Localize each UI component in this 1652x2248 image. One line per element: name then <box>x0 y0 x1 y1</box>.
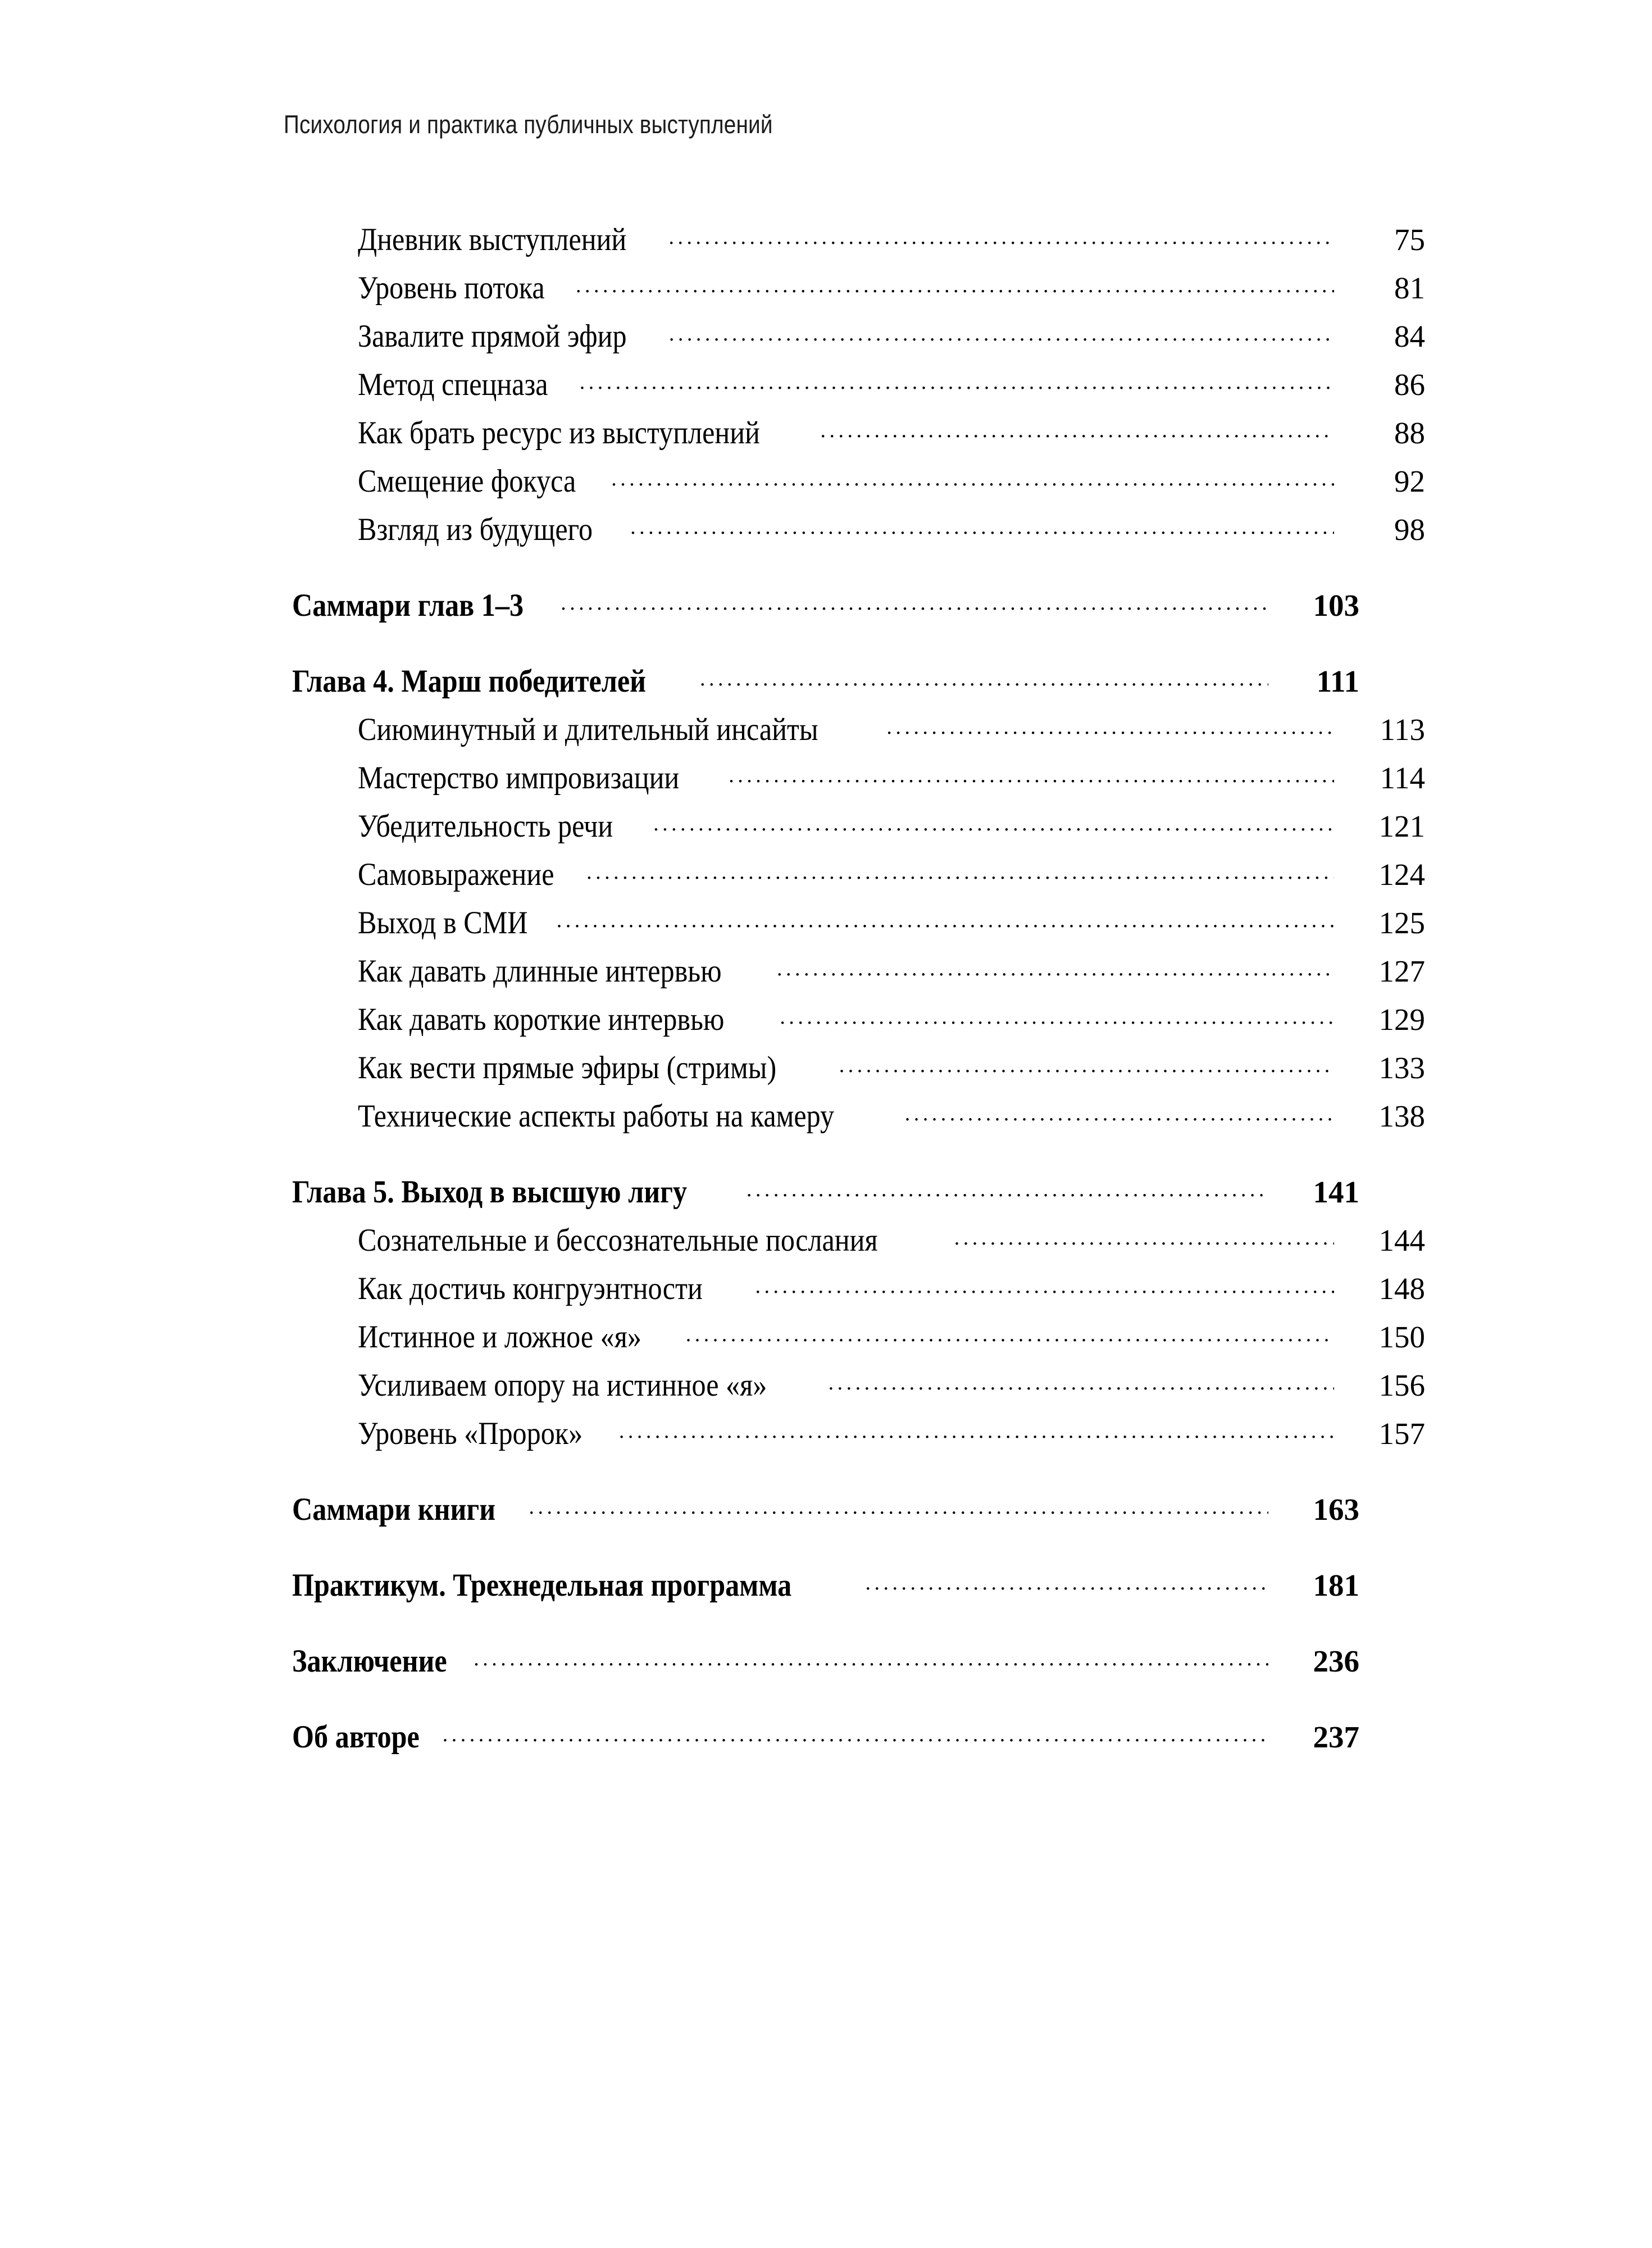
toc-entry[interactable] <box>358 417 1425 449</box>
toc-entry[interactable] <box>358 1369 1425 1401</box>
dot-leader <box>829 1387 1334 1396</box>
toc-entry-page-number: 144 <box>1378 1223 1425 1257</box>
dot-leader <box>905 1118 1334 1127</box>
table-of-contents <box>292 222 1425 1769</box>
toc-entry-page-number: 111 <box>1316 664 1359 698</box>
toc-entry-title: Как вести прямые эфиры (стримы) <box>358 1050 777 1086</box>
toc-entry-title: Глава 4. Марш победителей <box>292 664 647 699</box>
toc-entry-title: Смещение фокуса <box>358 464 576 499</box>
toc-entry-page-number: 84 <box>1394 319 1425 353</box>
toc-entry-page-number: 98 <box>1394 512 1425 547</box>
dot-leader <box>747 1193 1268 1202</box>
toc-entry-page-number: 113 <box>1380 712 1425 747</box>
toc-entry[interactable] <box>292 1645 1359 1677</box>
toc-entry[interactable] <box>358 714 1425 746</box>
toc-entry-page-number: 236 <box>1313 1644 1359 1678</box>
dot-leader <box>886 731 1334 740</box>
toc-entry-page-number: 124 <box>1378 857 1425 892</box>
toc-entry[interactable] <box>358 272 1425 304</box>
toc-entry-page-number: 133 <box>1378 1051 1425 1085</box>
dot-leader <box>653 828 1334 837</box>
toc-entry[interactable] <box>358 1273 1425 1305</box>
dot-leader <box>756 1290 1335 1299</box>
toc-entry[interactable] <box>358 320 1425 352</box>
toc-entry[interactable] <box>358 1052 1425 1084</box>
running-header: Психология и практика публичных выступлений <box>284 110 773 139</box>
toc-entry-page-number: 81 <box>1394 271 1425 305</box>
toc-entry[interactable] <box>358 810 1425 842</box>
toc-entry-title: Метод спецназа <box>358 367 548 402</box>
toc-entry-title: Дневник выступлений <box>358 222 627 257</box>
toc-entry-page-number: 75 <box>1394 222 1425 257</box>
toc-entry[interactable] <box>358 1418 1425 1450</box>
toc-entry-page-number: 148 <box>1378 1271 1425 1306</box>
toc-entry-page-number: 156 <box>1378 1368 1425 1402</box>
dot-leader <box>839 1069 1334 1078</box>
toc-entry-title: Усиливаем опору на истинное «я» <box>358 1368 767 1403</box>
toc-entry[interactable] <box>358 1003 1425 1036</box>
toc-entry-page-number: 157 <box>1378 1416 1425 1451</box>
toc-entry[interactable] <box>358 955 1425 987</box>
dot-leader <box>669 338 1334 347</box>
dot-leader <box>586 876 1334 885</box>
dot-leader <box>580 386 1334 395</box>
toc-entry[interactable] <box>292 665 1359 697</box>
dot-leader <box>619 1435 1334 1444</box>
toc-entry[interactable] <box>358 369 1425 401</box>
dot-leader <box>729 779 1334 788</box>
toc-entry-title: Уровень «Пророк» <box>358 1416 583 1451</box>
toc-entry[interactable] <box>358 514 1425 546</box>
toc-entry-title: Мастерство импровизации <box>358 760 680 796</box>
dot-leader <box>686 1338 1334 1347</box>
dot-leader <box>561 607 1268 616</box>
dot-leader <box>777 973 1334 982</box>
dot-leader <box>668 241 1334 250</box>
toc-entry-title: Самовыражение <box>358 857 554 892</box>
toc-entry-title: Взгляд из будущего <box>358 512 593 547</box>
toc-entry-page-number: 86 <box>1394 367 1425 402</box>
toc-entry[interactable] <box>292 1721 1359 1753</box>
toc-entry-page-number: 237 <box>1313 1720 1359 1754</box>
toc-entry[interactable] <box>358 762 1425 794</box>
toc-entry-page-number: 141 <box>1313 1175 1359 1209</box>
toc-entry-title: Саммари книги <box>292 1492 496 1527</box>
toc-entry-title: Как давать короткие интервью <box>358 1002 725 1037</box>
toc-entry-title: Как брать ресурс из выступлений <box>358 415 760 451</box>
toc-entry-page-number: 103 <box>1313 588 1359 623</box>
dot-leader <box>700 683 1268 692</box>
toc-entry-title: Как давать длинные интервью <box>358 953 722 989</box>
dot-leader <box>557 924 1334 933</box>
toc-entry-title: Сиюминутный и длительный инсайты <box>358 712 818 747</box>
toc-entry-title: Выход в СМИ <box>358 905 528 941</box>
dot-leader <box>443 1738 1268 1747</box>
toc-entry[interactable] <box>292 1493 1359 1525</box>
toc-entry-page-number: 121 <box>1378 809 1425 843</box>
toc-entry[interactable] <box>292 589 1359 621</box>
toc-entry[interactable] <box>292 1176 1359 1208</box>
toc-entry-page-number: 125 <box>1378 906 1425 940</box>
toc-entry-title: Сознательные и бессознательные послания <box>358 1223 878 1258</box>
dot-leader <box>954 1242 1334 1251</box>
toc-entry[interactable] <box>358 1100 1425 1132</box>
toc-entry-page-number: 138 <box>1378 1099 1425 1133</box>
toc-entry-page-number: 150 <box>1378 1320 1425 1354</box>
dot-leader <box>780 1021 1334 1030</box>
toc-entry-title: Глава 5. Выход в высшую лигу <box>292 1174 688 1210</box>
toc-entry-title: Убедительность речи <box>358 809 613 844</box>
toc-entry-title: Об авторе <box>292 1719 420 1755</box>
toc-entry-title: Уровень потока <box>358 270 545 306</box>
toc-entry-title: Завалите прямой эфир <box>358 319 627 354</box>
toc-entry-title: Истинное и ложное «я» <box>358 1319 641 1355</box>
dot-leader <box>821 434 1334 443</box>
dot-leader <box>866 1587 1269 1596</box>
toc-entry-title: Технические аспекты работы на камеру <box>358 1098 835 1134</box>
toc-entry-page-number: 181 <box>1313 1568 1359 1602</box>
toc-entry-page-number: 92 <box>1394 464 1425 498</box>
toc-entry-title: Саммари глав 1–3 <box>292 588 524 623</box>
toc-entry-title: Как достичь конгруэнтности <box>358 1271 703 1306</box>
toc-entry-title: Практикум. Трехнедельная программа <box>292 1568 792 1603</box>
dot-leader <box>474 1663 1268 1672</box>
toc-entry[interactable] <box>358 907 1425 939</box>
dot-leader <box>611 483 1334 492</box>
toc-entry[interactable] <box>358 465 1425 497</box>
toc-entry-page-number: 88 <box>1394 416 1425 450</box>
toc-entry-page-number: 127 <box>1378 954 1425 988</box>
toc-entry[interactable] <box>358 1321 1425 1353</box>
toc-entry[interactable] <box>358 859 1425 891</box>
toc-entry[interactable] <box>292 1569 1359 1601</box>
dot-leader <box>630 531 1334 540</box>
toc-entry-page-number: 114 <box>1380 761 1425 795</box>
toc-entry[interactable] <box>358 224 1425 256</box>
dot-leader <box>529 1511 1268 1520</box>
toc-entry-title: Заключение <box>292 1643 447 1679</box>
toc-entry-page-number: 163 <box>1313 1492 1359 1527</box>
toc-entry-page-number: 129 <box>1378 1002 1425 1037</box>
dot-leader <box>576 289 1334 298</box>
toc-entry[interactable] <box>358 1224 1425 1256</box>
